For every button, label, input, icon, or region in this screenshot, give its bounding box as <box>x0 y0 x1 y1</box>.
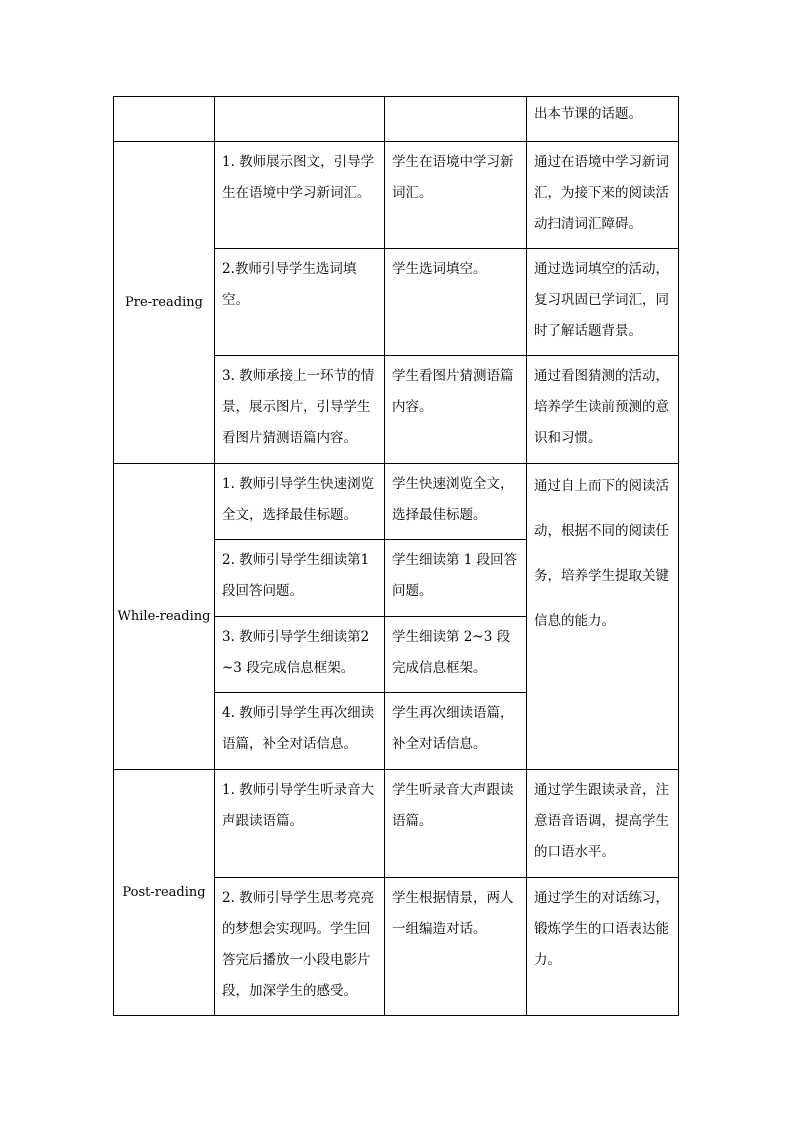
table-row <box>114 142 679 249</box>
teacher-activity-cell: 1. 教师引导学生快速浏览全文，选择最佳标题。 <box>215 464 385 540</box>
student-activity-cell: 学生细读第 2~3 段完成信息框架。 <box>385 617 527 693</box>
student-activity-cell: 学生选词填空。 <box>385 249 527 356</box>
table-row <box>114 464 679 540</box>
student-activity-cell: 学生听录音大声跟读语篇。 <box>385 770 527 878</box>
teacher-activity-cell: 3. 教师承接上一环节的情景，展示图片，引导学生看图片猜测语篇内容。 <box>215 356 385 464</box>
purpose-cell: 通过在语境中学习新词汇，为接下来的阅读活动扫清词汇障碍。 <box>527 142 679 249</box>
stage-label-while-reading: While-reading <box>114 464 215 770</box>
student-activity-cell: 学生根据情景，两人一组编造对话。 <box>385 878 527 1016</box>
stage-label-pre-reading: Pre-reading <box>114 142 215 464</box>
student-activity-cell: 学生看图片猜测语篇内容。 <box>385 356 527 464</box>
purpose-cell: 出本节课的话题。 <box>527 97 679 142</box>
stage-cell <box>114 97 215 142</box>
student-activity-cell: 学生细读第 1 段回答问题。 <box>385 540 527 617</box>
teacher-activity-cell: 2. 教师引导学生思考亮亮的梦想会实现吗。学生回答完后播放一小段电影片段，加深学生的感受。 <box>215 878 385 1016</box>
table-row <box>114 770 679 878</box>
student-activity-cell: 学生在语境中学习新词汇。 <box>385 142 527 249</box>
student-activity-cell <box>385 97 527 142</box>
teacher-activity-cell: 2.教师引导学生选词填空。 <box>215 249 385 356</box>
student-activity-cell: 学生再次细读语篇，补全对话信息。 <box>385 693 527 770</box>
lesson-plan-table <box>113 96 679 1016</box>
teacher-activity-cell: 1. 教师展示图文，引导学生在语境中学习新词汇。 <box>215 142 385 249</box>
teacher-activity-cell: 2. 教师引导学生细读第1段回答问题。 <box>215 540 385 617</box>
table-row-continuation <box>114 97 679 142</box>
teacher-activity-cell <box>215 97 385 142</box>
purpose-cell: 通过学生跟读录音，注意语音语调，提高学生的口语水平。 <box>527 770 679 878</box>
purpose-cell: 通过学生的对话练习，锻炼学生的口语表达能力。 <box>527 878 679 1016</box>
purpose-cell: 通过选词填空的活动，复习巩固已学词汇，同时了解话题背景。 <box>527 249 679 356</box>
purpose-cell: 通过看图猜测的活动，培养学生读前预测的意识和习惯。 <box>527 356 679 464</box>
student-activity-cell: 学生快速浏览全文，选择最佳标题。 <box>385 464 527 540</box>
stage-label-post-reading: Post-reading <box>114 770 215 1016</box>
teacher-activity-cell: 4. 教师引导学生再次细读语篇，补全对话信息。 <box>215 693 385 770</box>
purpose-cell: 通过自上而下的阅读活动，根据不同的阅读任务，培养学生提取关键信息的能力。 <box>527 464 679 770</box>
teacher-activity-cell: 1. 教师引导学生听录音大声跟读语篇。 <box>215 770 385 878</box>
teacher-activity-cell: 3. 教师引导学生细读第2~3 段完成信息框架。 <box>215 617 385 693</box>
